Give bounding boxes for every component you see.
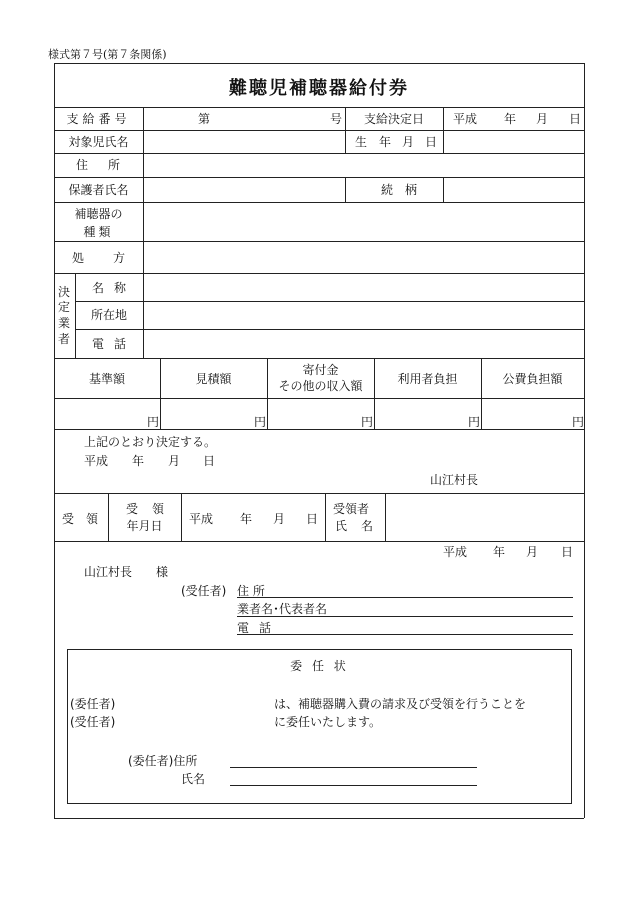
delegation-address-line <box>230 767 477 768</box>
label-dai: 第 <box>198 112 211 126</box>
header-kifukin: 寄付金 <box>302 363 339 377</box>
agent-addressee: 山江村長 様 <box>84 565 169 579</box>
label-aid-kind-2: 種類 <box>83 225 114 239</box>
page-title: 難聴児補聴器給付券 <box>229 78 409 99</box>
yen-mark: 円 <box>361 415 374 429</box>
label-guardian: 保護者氏名 <box>68 183 129 197</box>
label-vendor-location: 所在地 <box>90 308 127 322</box>
header-public-share: 公費負担額 <box>502 372 563 386</box>
delegation-text-1: は、補聴器購入費の請求及び受領を行うことを <box>274 697 527 711</box>
yen-mark: 円 <box>254 415 267 429</box>
yen-mark: 円 <box>468 415 481 429</box>
decision-signer: 山江村長 <box>430 473 479 487</box>
delegation-sign-name: 氏名 <box>181 772 206 786</box>
delegation-delegatee: (受任者) <box>70 715 116 729</box>
agent-address-line <box>237 597 573 598</box>
delegation-delegator: (委任者) <box>70 697 116 711</box>
delegation-sign-role: (委任者)住所 <box>128 754 198 768</box>
agent-company-label: 業者名･代表者名 <box>237 602 328 616</box>
header-mitsumori: 見積額 <box>195 372 232 386</box>
header-other-income: その他の収入額 <box>278 379 363 393</box>
agent-company-line <box>237 616 573 617</box>
header-kijun: 基準額 <box>88 372 125 386</box>
label-aid-kind-1: 補聴器の <box>74 207 123 221</box>
delegation-title: 委 任 状 <box>290 659 349 673</box>
label-go: 号 <box>330 112 343 126</box>
delegation-text-2: に委任いたします。 <box>274 715 382 729</box>
label-taisho-name: 対象児氏名 <box>68 135 129 149</box>
label-kettei-bi: 支給決定日 <box>363 112 424 126</box>
yen-mark: 円 <box>572 415 585 429</box>
agent-role: (受任者) <box>181 584 227 598</box>
form-label: 様式第７号(第７条関係) <box>48 48 167 61</box>
decision-text: 上記のとおり決定する。 <box>84 435 217 449</box>
header-user-share: 利用者負担 <box>397 372 458 386</box>
agent-phone-line <box>237 634 573 635</box>
agent-address-label: 住 所 <box>237 584 265 598</box>
delegation-name-line <box>230 785 477 786</box>
label-shikyu-bango: 支給番号 <box>66 112 131 126</box>
yen-mark: 円 <box>147 415 160 429</box>
